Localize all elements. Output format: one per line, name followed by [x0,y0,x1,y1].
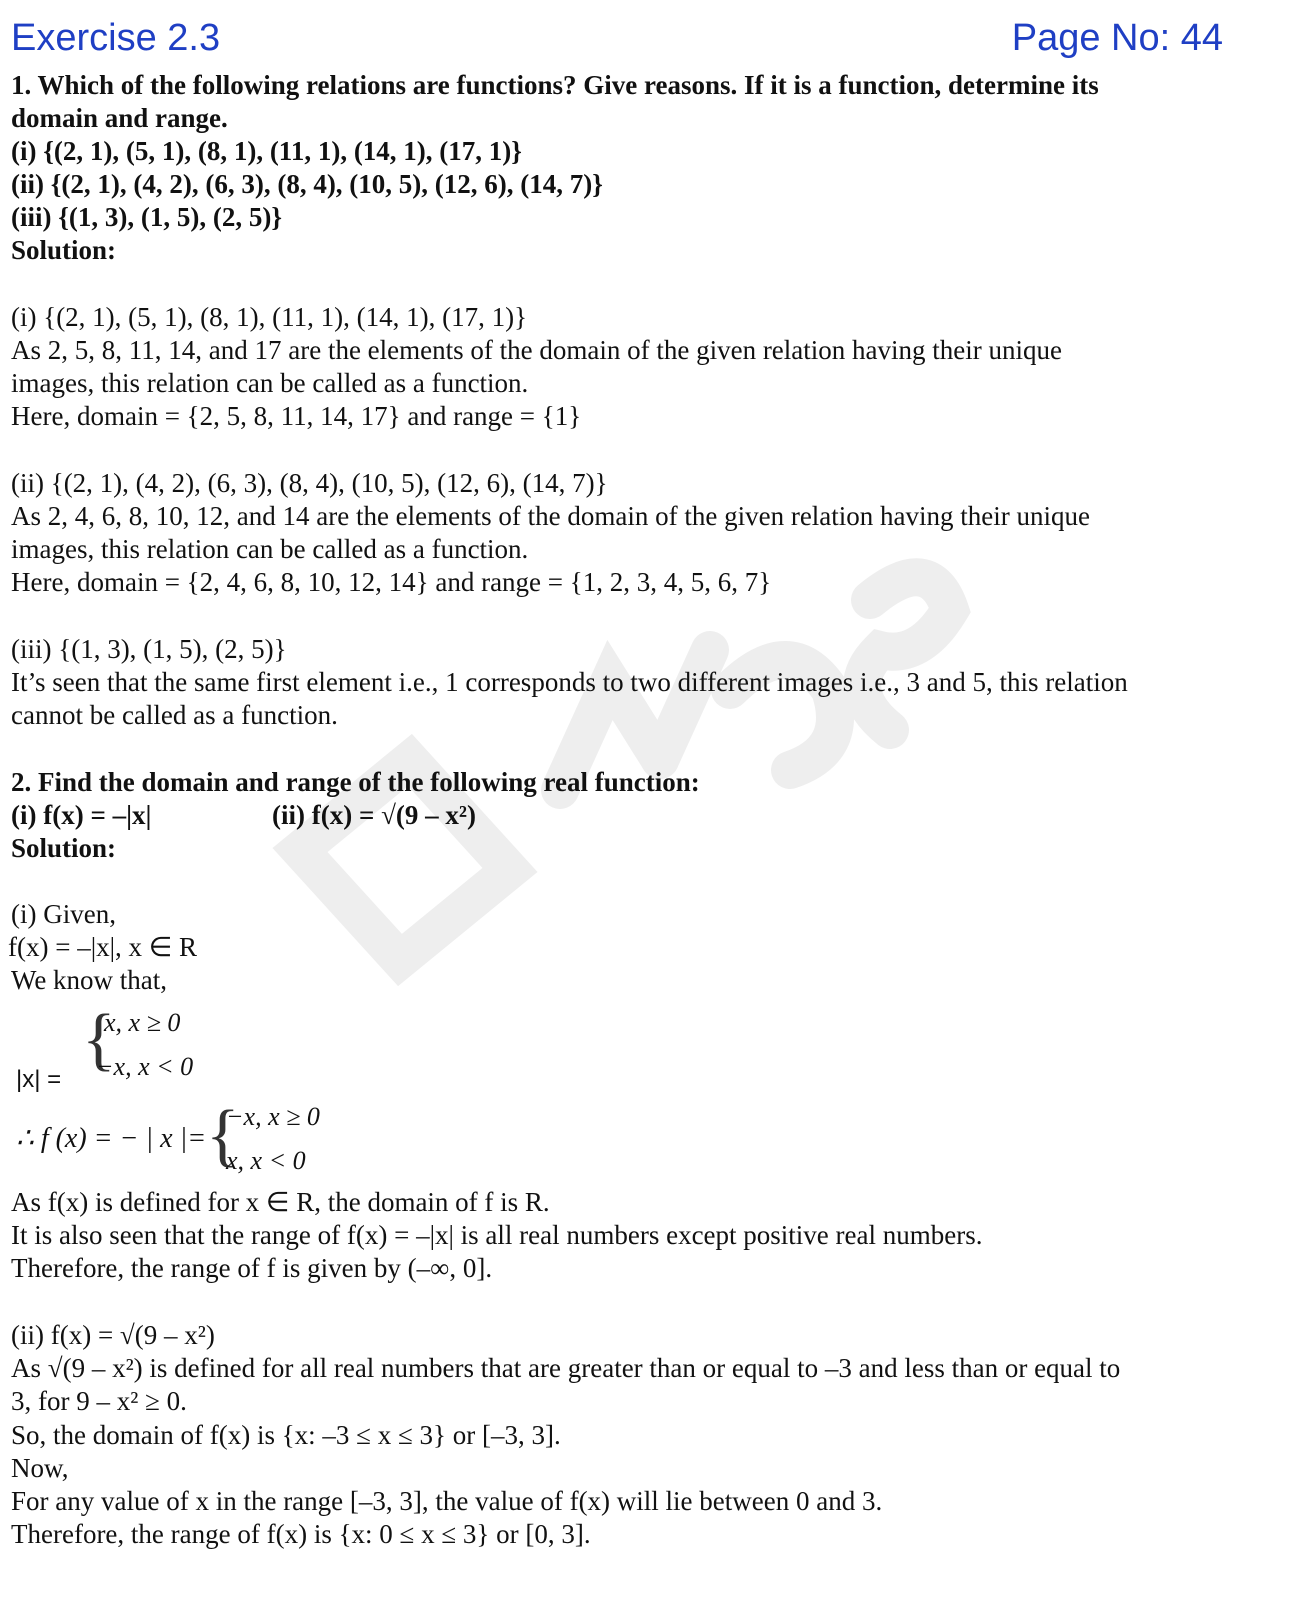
q2-sol-i-line1: As f(x) is defined for x ∈ R, the domain of f is R. [11,1187,550,1217]
q1-sol-i-line4: Here, domain = {2, 5, 8, 11, 14, 17} and range = {1} [11,401,582,431]
q2-sol-ii-line7: Therefore, the range of f(x) is {x: 0 ≤ x ≤ 3} or [0, 3]. [11,1519,591,1549]
q1-sol-iii-line1: (iii) {(1, 3), (1, 5), (2, 5)} [11,634,287,664]
q2-sol-ii-line6: For any value of x in the range [–3, 3], the value of f(x) will lie between 0 and 3. [11,1486,883,1516]
q1-question-line2: domain and range. [11,103,228,133]
q1-sol-i-line3: images, this relation can be called as a function. [11,368,529,398]
q2-sol-i-given: (i) Given, [11,899,116,929]
q1-solution-label: Solution: [11,235,117,265]
q2-part-i: (i) f(x) = –|x| [11,800,152,830]
q2-sol-ii-line4: So, the domain of f(x) is {x: –3 ≤ x ≤ 3} or [–3, 3]. [11,1420,561,1450]
q1-sol-iii-line2: It’s seen that the same first element i.e., 1 corresponds to two different images i.e., 3 and 5, this relation [11,667,1128,697]
q2-sol-ii-line2: As √(9 – x²) is defined for all real numbers that are greater than or equal to –3 and less than or equal to [11,1353,1121,1383]
q2-sol-i-know: We know that, [11,965,168,995]
f-label: ∴ f (x) = − | x |= [16,1123,207,1154]
q2-sol-i-line3: Therefore, the range of f is given by (–∞, 0]. [11,1253,493,1283]
q2-sol-ii-line1: (ii) f(x) = √(9 – x²) [11,1320,215,1350]
q2-part-ii: (ii) f(x) = √(9 – x²) [272,800,476,830]
q1-sol-i-line2: As 2, 5, 8, 11, 14, and 17 are the elements of the domain of the given relation having their unique [11,335,1062,365]
abs-brace: { [82,1001,116,1078]
q2-sol-ii-line5: Now, [11,1453,69,1483]
q1-part-ii: (ii) {(2, 1), (4, 2), (6, 3), (8, 4), (10, 5), (12, 6), (14, 7)} [11,169,603,199]
exercise-title: Exercise 2.3 [11,17,221,59]
q1-sol-ii-line1: (ii) {(2, 1), (4, 2), (6, 3), (8, 4), (10, 5), (12, 6), (14, 7)} [11,468,608,498]
q2-sol-i-fx: f(x) = –|x|, x ∈ R [8,932,198,962]
q1-sol-ii-line4: Here, domain = {2, 4, 6, 8, 10, 12, 14} and range = {1, 2, 3, 4, 5, 6, 7} [11,567,772,597]
q1-part-i: (i) {(2, 1), (5, 1), (8, 1), (11, 1), (14, 1), (17, 1)} [11,136,522,166]
page-number: Page No: 44 [1011,17,1223,59]
f-case2: x, x < 0 [226,1146,306,1175]
f-brace: { [206,1097,240,1174]
q1-part-iii: (iii) {(1, 3), (1, 5), (2, 5)} [11,202,282,232]
abs-label: |x| = [16,1066,62,1093]
abs-case1: x, x ≥ 0 [104,1008,181,1037]
q2-sol-i-line2: It is also seen that the range of f(x) = –|x| is all real numbers except positive real numbers. [11,1220,983,1250]
f-case1: −x, x ≥ 0 [226,1102,320,1131]
q1-sol-i-line1: (i) {(2, 1), (5, 1), (8, 1), (11, 1), (14, 1), (17, 1)} [11,302,528,332]
q1-sol-iii-line3: cannot be called as a function. [11,700,338,730]
q1-sol-ii-line2: As 2, 4, 6, 8, 10, 12, and 14 are the elements of the domain of the given relation having their unique [11,501,1090,531]
q2-question: 2. Find the domain and range of the following real function: [11,767,700,797]
abs-case2: −x, x < 0 [96,1052,194,1081]
q2-solution-label: Solution: [11,833,117,863]
q2-sol-ii-line3: 3, for 9 – x² ≥ 0. [11,1386,187,1416]
q1-sol-ii-line3: images, this relation can be called as a function. [11,534,529,564]
q1-question-line1: 1. Which of the following relations are functions? Give reasons. If it is a function, determine its [11,70,1099,100]
